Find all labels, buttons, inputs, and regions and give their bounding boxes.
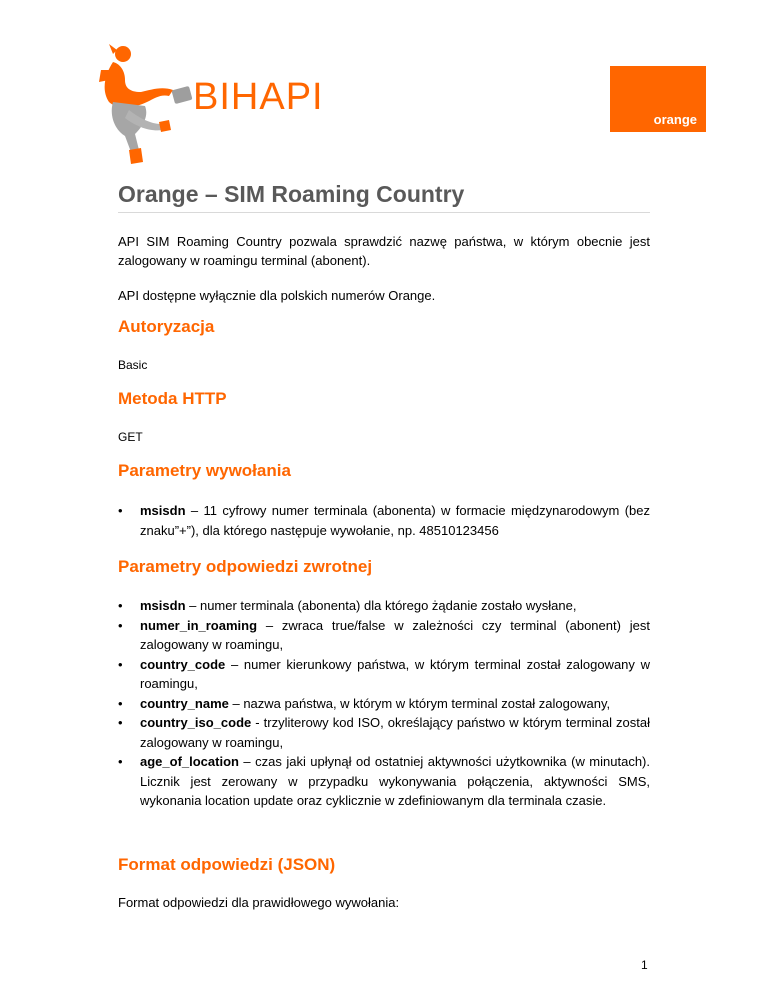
page-number: 1 xyxy=(641,958,648,972)
list-item xyxy=(118,713,650,752)
list-item xyxy=(118,655,650,694)
heading-response-format: Format odpowiedzi (JSON) xyxy=(118,855,336,874)
request-params-list xyxy=(118,501,650,540)
param-name: msisdn xyxy=(140,598,186,613)
param-name: numer_in_roaming xyxy=(140,617,258,633)
param-name: country_iso_code xyxy=(140,715,252,730)
title-divider xyxy=(118,212,650,213)
param-name: country_code xyxy=(140,656,226,672)
format-paragraph: Format odpowiedzi dla prawidłowego wywołania: xyxy=(118,895,400,910)
response-params-list xyxy=(118,596,650,811)
list-item xyxy=(118,694,650,714)
auth-value: Basic xyxy=(118,358,148,372)
param-desc: – czas jaki upłynął od ostatniej aktywności użytkownika (w minutach). Licznik jest zerowany w przypadku wykonywania połączenia, aktywności SMS, wykonania location update oraz cyklicznie w zdefiniowanym dla terminala czasie. xyxy=(140,754,650,808)
param-desc: – numer kierunkowy państwa, w którym terminal został zalogowany w roamingu, xyxy=(140,656,650,691)
page-title: Orange – SIM Roaming Country xyxy=(118,181,465,207)
param-name: msisdn xyxy=(140,503,186,518)
list-item xyxy=(118,752,650,811)
orange-logo xyxy=(610,66,706,132)
param-desc: – zwraca true/false w zależności czy terminal (abonent) jest zalogowany w roamingu, xyxy=(140,617,650,652)
heading-auth: Autoryzacja xyxy=(118,317,215,336)
param-desc: – numer terminala (abonenta) dla którego żądanie zostało wysłane, xyxy=(185,598,577,613)
param-name: country_name xyxy=(140,695,229,711)
list-item xyxy=(118,596,650,616)
orange-logo-text: orange xyxy=(653,112,697,127)
param-desc: – 11 cyfrowy numer terminala (abonenta) w formacie międzynarodowym (bez znaku”+”), dla którego następuje wywołanie, np. 48510123456 xyxy=(140,503,650,538)
param-desc: - trzyliterowy kod ISO, określający państwo w którym terminal został zalogowany w roamingu, xyxy=(140,715,650,750)
param-name: age_of_location xyxy=(140,754,239,769)
list-item xyxy=(118,616,650,655)
heading-response-params: Parametry odpowiedzi zwrotnej xyxy=(118,557,373,576)
bihapi-mascot-logo xyxy=(95,40,195,170)
heading-method: Metoda HTTP xyxy=(118,389,227,408)
method-value: GET xyxy=(118,430,143,444)
bihapi-logo-text: BIHAPI xyxy=(193,76,324,118)
list-item xyxy=(118,501,650,540)
heading-request-params: Parametry wywołania xyxy=(118,461,291,480)
intro-paragraph: API SIM Roaming Country pozwala sprawdzić nazwę państwa, w którym obecnie jest zalogowany w roamingu terminal (abonent). xyxy=(118,234,650,268)
availability-paragraph: API dostępne wyłącznie dla polskich numerów Orange. xyxy=(118,288,436,303)
param-desc: – nazwa państwa, w którym w którym terminal został zalogowany, xyxy=(228,695,611,711)
